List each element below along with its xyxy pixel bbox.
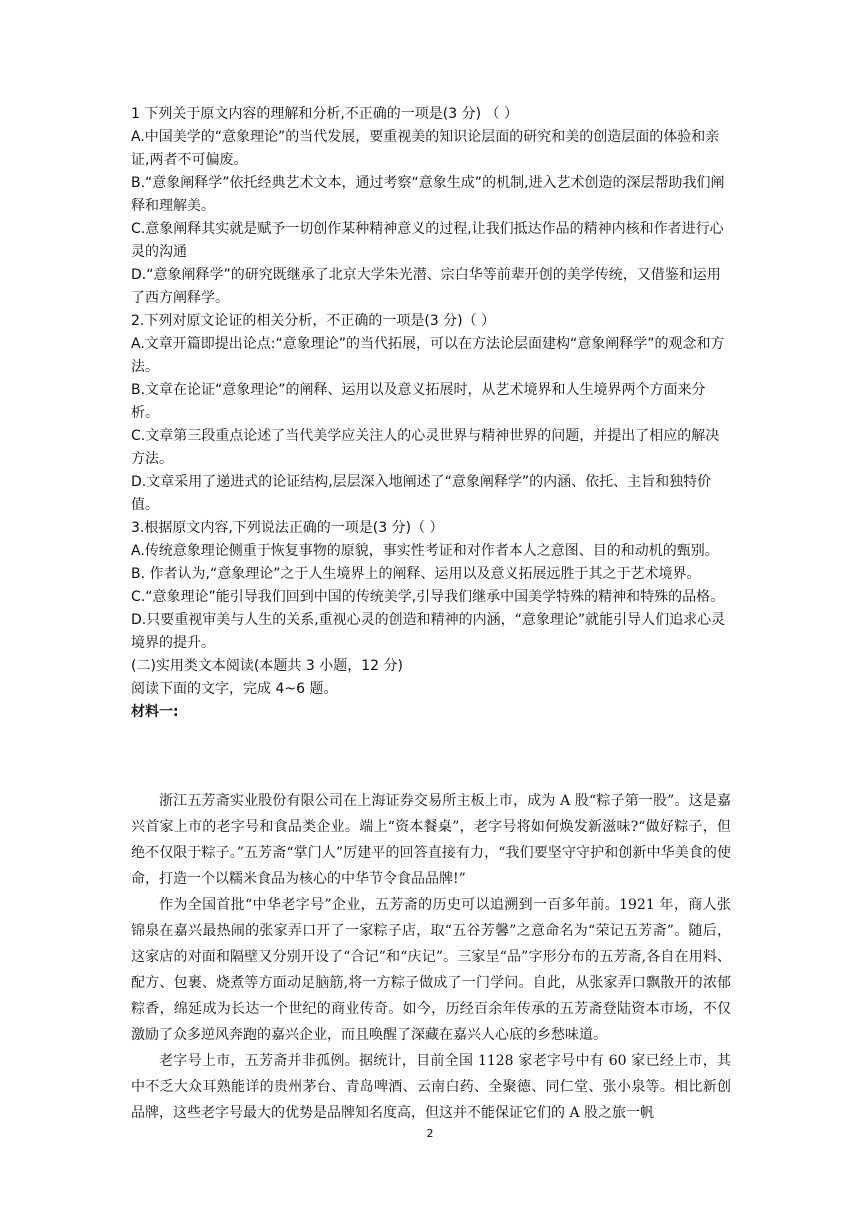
question-3-stem: 3.根据原文内容,下列说法正确的一项是(3 分)（ ） — [131, 520, 444, 536]
question-1-option-b: B.“意象阐释学”依托经典艺术文本，通过考察“意象生成”的机制,进入艺术创造的深层帮助我们阐释和理解美。 — [131, 175, 725, 214]
question-1-option-d: D.“意象阐释学”的研究既继承了北京大学朱光潜、宗白华等前辈开创的美学传统，又借鉴和运用了西方阐释学。 — [131, 267, 721, 306]
question-3-option-c: C.“意象理论”能引导我们回到中国的传统美学,引导我们继承中国美学特殊的精神和特殊的品格。 — [131, 589, 725, 605]
question-2-stem: 2.下列对原文论证的相关分析，不正确的一项是(3 分)（ ） — [131, 313, 496, 329]
question-2-option-b: B.文章在论证“意象理论”的阐释、运用以及意义拓展时，从艺术境界和人生境界两个方面来分析。 — [131, 382, 706, 421]
material-label: 材料一: — [131, 704, 179, 720]
question-2-option-d: D.文章采用了递进式的论证结构,层层深入地阐述了“意象阐释学”的内涵、依托、主旨和独特价值。 — [131, 474, 712, 513]
paragraph: 老字号上市，五芳斋并非孤例。据统计，目前全国 1128 家老字号中有 60 家已经上市，其中不乏大众耳熟能详的贵州茅台、青岛啤酒、云南白药、全聚德、同仁堂、张小泉等。相比新创品牌，这些老字号最大的优势是品牌知名度高，但这并不能保证它们的 A 股之旅一帆 — [131, 1053, 731, 1121]
material-one-text — [131, 788, 731, 1126]
question-3-option-d: D.只要重视审美与人生的关系,重视心灵的创造和精神的内涵，“意象理论”就能引导人们追求心灵境界的提升。 — [131, 612, 726, 651]
question-1-option-c: C.意象阐释其实就是赋予一切创作某种精神意义的过程,让我们抵达作品的精神内核和作者进行心灵的沟通 — [131, 221, 724, 260]
question-1-stem: 1 下列关于原文内容的理解和分析,不正确的一项是(3 分) （ ） — [131, 106, 518, 122]
paragraph: 浙江五芳斋实业股份有限公司在上海证券交易所主板上市，成为 A 股“粽子第一股”。这是嘉兴首家上市的老字号和食品类企业。端上“资本餐桌”，老字号将如何焕发新滋味?“做好粽子，但绝不仅限于粽子。”五芳斋“掌门人”厉建平的回答直接有力，“我们要坚守守护和创新中华美食的使命，打造一个以糯米食品为核心的中华节令食品品牌!” — [131, 793, 731, 887]
section-title: (二)实用类文本阅读(本题共 3 小题，12 分) — [131, 658, 403, 674]
section-instruction: 阅读下面的文字，完成 4~6 题。 — [131, 681, 338, 697]
question-2-option-a: A.文章开篇即提出论点:“意象理论”的当代拓展，可以在方法论层面建构“意象阐释学”的观念和方法。 — [131, 336, 725, 375]
question-2-option-c: C.文章第三段重点论述了当代美学应关注人的心灵世界与精神世界的问题，并提出了相应的解决方法。 — [131, 428, 720, 467]
page-number: 2 — [426, 1127, 434, 1140]
question-3-option-a: A.传统意象理论侧重于恢复事物的原貌，事实性考证和对作者本人之意图、目的和动机的甄别。 — [131, 543, 719, 559]
question-3-option-b: B. 作者认为,“意象理论”之于人生境界上的阐释、运用以及意义拓展远胜于其之于艺术境界。 — [131, 566, 701, 582]
question-1-option-a: A.中国美学的“意象理论”的当代发展，要重视美的知识论层面的研究和美的创造层面的体验和亲证,两者不可偏废。 — [131, 129, 720, 168]
paragraph: 作为全国首批“中华老字号”企业，五芳斋的历史可以追溯到一百多年前。1921 年，商人张锦泉在嘉兴最热闹的张家弄口开了一家粽子店，取“五谷芳馨”之意命名为“荣记五芳斋”。随后，这家店的对面和隔壁又分别开设了“合记”和“庆记”。三家呈“品”字形分布的五芳斋,各自在用料、配方、包裹、烧煮等方面动足脑筋,将一方粽子做成了一门学问。自此，从张家弄口飘散开的浓郁粽香，绵延成为长达一个世纪的商业传奇。如今，历经百余年传承的五芳斋登陆资本市场，不仅激励了众多逆风奔跑的嘉兴企业，而且唤醒了深藏在嘉兴人心底的乡愁味道。 — [131, 897, 731, 1043]
questions-block — [131, 103, 731, 724]
